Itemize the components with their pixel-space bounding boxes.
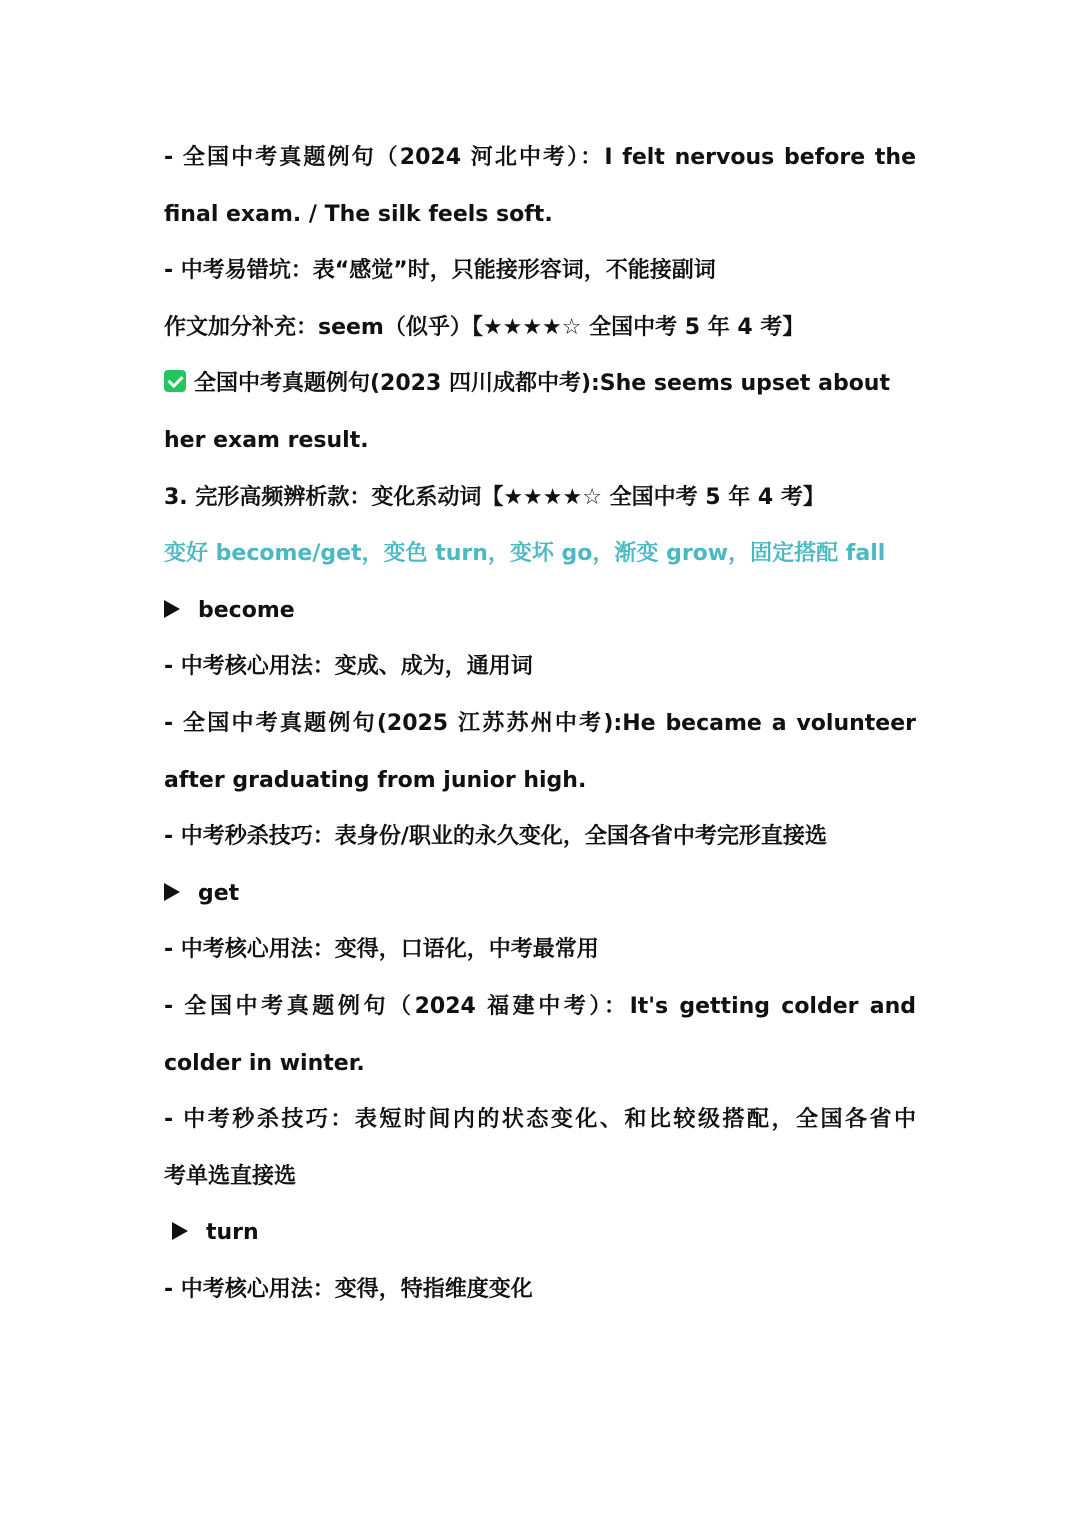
text-line-10: - 中考核心用法：变成、成为，通用词 — [164, 654, 533, 680]
play-triangle-icon — [164, 600, 180, 618]
play-triangle-icon — [164, 883, 180, 901]
text-line-16: - 全国中考真题例句（2024 福建中考）：It's getting colder and — [164, 993, 916, 1019]
text-line-18: - 中考秒杀技巧：表短时间内的状态变化、和比较级搭配，全国各省中 — [164, 1107, 916, 1133]
bullet-turn — [164, 1205, 916, 1262]
section-heading: 3. 完形高频辨析款：变化系动词【★★★★☆ 全国中考 5 年 4 考】 — [164, 484, 825, 510]
text-line-2: final exam. / The silk feels soft. — [164, 201, 553, 227]
text-line-4: 作文加分补充：seem（似乎）【★★★★☆ 全国中考 5 年 4 考】 — [164, 314, 805, 340]
highlight-summary: 变好 become/get，变色 turn，变坏 go，渐变 grow，固定搭配 fall — [164, 541, 886, 567]
example-line — [164, 356, 916, 413]
text-line-6: her exam result. — [164, 427, 369, 453]
text-line-19: 考单选直接选 — [164, 1163, 297, 1189]
bullet-label: get — [198, 880, 240, 906]
text-line-17: colder in winter. — [164, 1050, 365, 1076]
check-box-icon — [164, 370, 186, 392]
text-line-12: after graduating from junior high. — [164, 767, 587, 793]
document-body — [164, 130, 916, 1318]
text-line-1: - 全国中考真题例句（2024 河北中考）：I felt nervous before the — [164, 145, 916, 170]
text-line-3: - 中考易错坑：表“感觉”时，只能接形容词，不能接副词 — [164, 258, 716, 284]
text-line-15: - 中考核心用法：变得，口语化，中考最常用 — [164, 937, 599, 963]
bullet-label: turn — [206, 1220, 259, 1246]
example-text: 全国中考真题例句(2023 四川成都中考):She seems upset about — [194, 371, 890, 397]
play-triangle-icon — [172, 1222, 188, 1240]
bullet-get — [164, 866, 916, 923]
bullet-label: become — [198, 597, 295, 623]
bullet-become — [164, 583, 916, 640]
text-line-21: - 中考核心用法：变得，特指维度变化 — [164, 1276, 533, 1302]
text-line-11: - 全国中考真题例句(2025 江苏苏州中考):He became a volunteer — [164, 710, 916, 736]
text-line-13: - 中考秒杀技巧：表身份/职业的永久变化，全国各省中考完形直接选 — [164, 824, 827, 850]
